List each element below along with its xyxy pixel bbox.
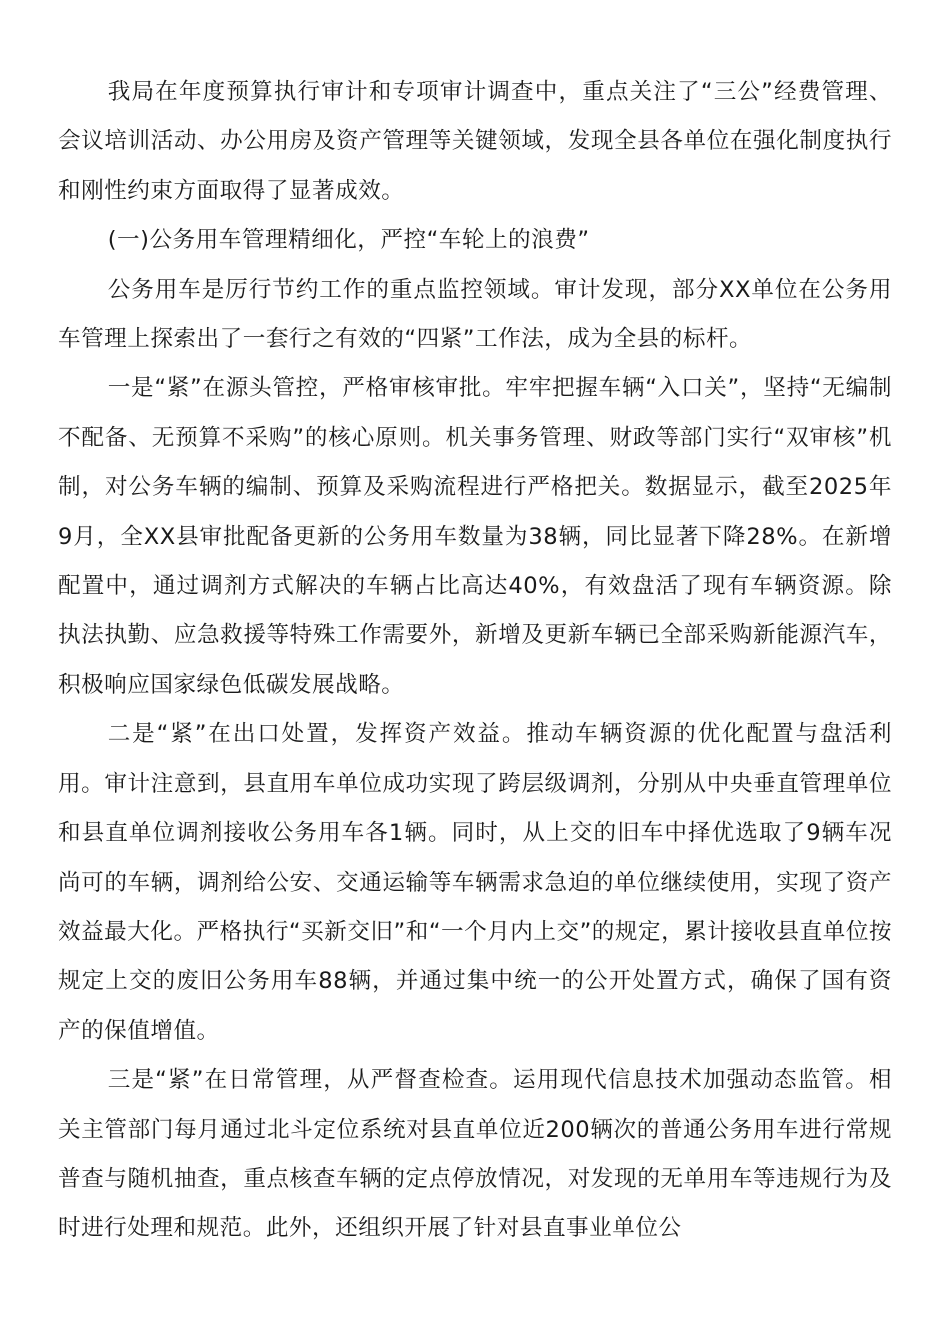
section-heading-vehicle-management: (一)公务用车管理精细化，严控“车轮上的浪费” [107, 227, 590, 254]
paragraph-intro: 我局在年度预算执行审计和专项审计调查中，重点关注了“三公”经费管理、会议培训活动、办公用房及资产管理等关键领域，发现全县各单位在强化制度执行和刚性约束方面取得了显著成效。 [58, 79, 892, 204]
paragraph-daily-management: 三是“紧”在日常管理，从严督查检查。运用现代信息技术加强动态监管。相关主管部门每月通过北斗定位系统对县直单位近200辆次的普通公务用车进行常规普查与随机抽查，重点核查车辆的定点停放情况，对发现的无单用车等违规行为及时进行处理和规范。此外，还组织开展了针对县直事业单位公 [58, 1067, 892, 1242]
document-page [58, 68, 892, 1254]
paragraph-source-control: 一是“紧”在源头管控，严格审核审批。牢牢把握车辆“入口关”，坚持“无编制不配备、无预算不采购”的核心原则。机关事务管理、财政等部门实行“双审核”机制，对公务车辆的编制、预算及采购流程进行严格把关。数据显示，截至2025年9月，全XX县审批配备更新的公务用车数量为38辆，同比显著下降28%。在新增配置中，通过调剂方式解决的车辆占比高达40%，有效盘活了现有车辆资源。除执法执勤、应急救援等特殊工作需要外，新增及更新车辆已全部采购新能源汽车，积极响应国家绿色低碳发展战略。 [58, 375, 892, 698]
paragraph-exit-disposal: 二是“紧”在出口处置，发挥资产效益。推动车辆资源的优化配置与盘活利用。审计注意到，县直用车单位成功实现了跨层级调剂，分别从中央垂直管理单位和县直单位调剂接收公务用车各1辆。同时，从上交的旧车中择优选取了9辆车况尚可的车辆，调剂给公安、交通运输等车辆需求急迫的单位继续使用，实现了资产效益最大化。严格执行“买新交旧”和“一个月内上交”的规定，累计接收县直单位按规定上交的废旧公务用车88辆，并通过集中统一的公开处置方式，确保了国有资产的保值增值。 [58, 721, 893, 1044]
paragraph-vehicle-overview: 公务用车是厉行节约工作的重点监控领域。审计发现，部分XX单位在公务用车管理上探索出了一套行之有效的“四紧”工作法，成为全县的标杆。 [58, 276, 892, 353]
